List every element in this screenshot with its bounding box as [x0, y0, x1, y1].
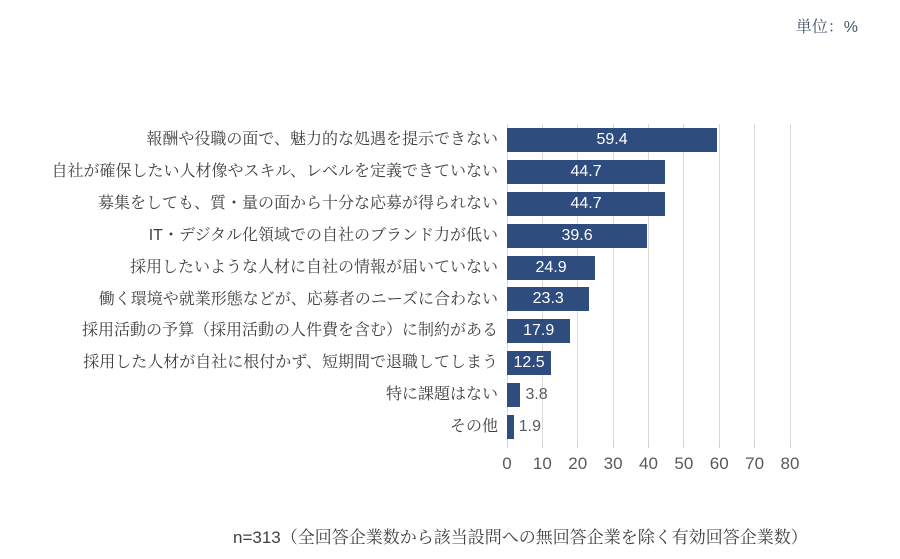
- category-label: 採用活動の予算（採用活動の人件費を含む）に制約がある: [81, 322, 498, 340]
- category-label: 採用したいような人材に自社の情報が届いていない: [129, 258, 498, 276]
- chart-row: [0, 315, 900, 347]
- chart-row: [0, 156, 900, 188]
- value-label: 3.8: [525, 386, 548, 404]
- x-axis-tick-label: 40: [639, 454, 658, 473]
- category-label: IT・デジタル化領域での自社のブランド力が低い: [148, 226, 498, 244]
- chart-row: [0, 379, 900, 411]
- tick-mark: [790, 443, 791, 448]
- x-axis-tick-label: 10: [532, 454, 552, 473]
- category-label: 特に課題はない: [385, 386, 498, 404]
- tick-mark: [507, 443, 508, 448]
- x-axis-tick-label: 60: [709, 454, 729, 473]
- axis-ticks: [507, 443, 790, 448]
- chart-row: [0, 188, 900, 220]
- bar: [507, 383, 520, 407]
- x-axis-tick-label: 70: [745, 454, 765, 473]
- chart-row: [0, 283, 900, 315]
- chart-row: [0, 411, 900, 443]
- category-label: 採用した人材が自社に根付かず、短期間で退職してしまう: [83, 354, 498, 372]
- chart-row: [0, 220, 900, 252]
- bar: [507, 415, 514, 439]
- category-label: 報酬や役職の面で、魅力的な処遇を提示できない: [146, 131, 498, 149]
- tick-mark: [613, 443, 614, 448]
- x-axis-tick-label: 80: [780, 454, 800, 473]
- value-label: 12.5: [513, 354, 545, 372]
- bar-track: [507, 383, 790, 407]
- chart-row: [0, 252, 900, 284]
- bar-track: [507, 160, 790, 184]
- value-label: 24.9: [535, 258, 567, 276]
- bar-track: [507, 351, 790, 375]
- x-axis-tick-label: 50: [674, 454, 694, 473]
- bar-track: [507, 319, 790, 343]
- value-label: 59.4: [596, 130, 628, 148]
- chart-rows: [0, 124, 900, 443]
- footnote: n=313（全回答企業数から該当設問への無回答企業を除く有効回答企業数）: [233, 528, 808, 547]
- bar-track: [507, 287, 790, 311]
- tick-mark: [754, 443, 755, 448]
- value-label: 17.9: [523, 322, 555, 340]
- tick-mark: [577, 443, 578, 448]
- unit-label: 単位：%: [795, 19, 858, 36]
- tick-mark: [542, 443, 543, 448]
- value-label: 23.3: [532, 290, 564, 308]
- bar-track: [507, 128, 790, 152]
- value-label: 44.7: [570, 162, 602, 180]
- chart-row: [0, 347, 900, 379]
- x-axis-tick-label: 0: [502, 454, 512, 473]
- category-label: その他: [449, 418, 498, 436]
- tick-mark: [719, 443, 720, 448]
- x-axis-tick-label: 20: [568, 454, 588, 473]
- x-axis-tick-label: 30: [603, 454, 623, 473]
- category-label: 自社が確保したい人材像やスキル、レベルを定義できていない: [51, 163, 498, 181]
- value-label: 1.9: [518, 417, 541, 435]
- bar-track: [507, 192, 790, 216]
- category-label: 募集をしても、質・量の面から十分な応募が得られない: [97, 194, 498, 212]
- tick-mark: [683, 443, 684, 448]
- x-axis-labels: [502, 454, 800, 476]
- value-label: 39.6: [561, 226, 593, 244]
- bar-track: [507, 415, 790, 439]
- bar-track: [507, 256, 790, 280]
- chart-row: [0, 124, 900, 156]
- category-label: 働く環境や就業形態などが、応募者のニーズに合わない: [98, 290, 498, 308]
- bar-chart: [0, 124, 900, 473]
- tick-mark: [648, 443, 649, 448]
- value-label: 44.7: [570, 194, 602, 212]
- bar-track: [507, 224, 790, 248]
